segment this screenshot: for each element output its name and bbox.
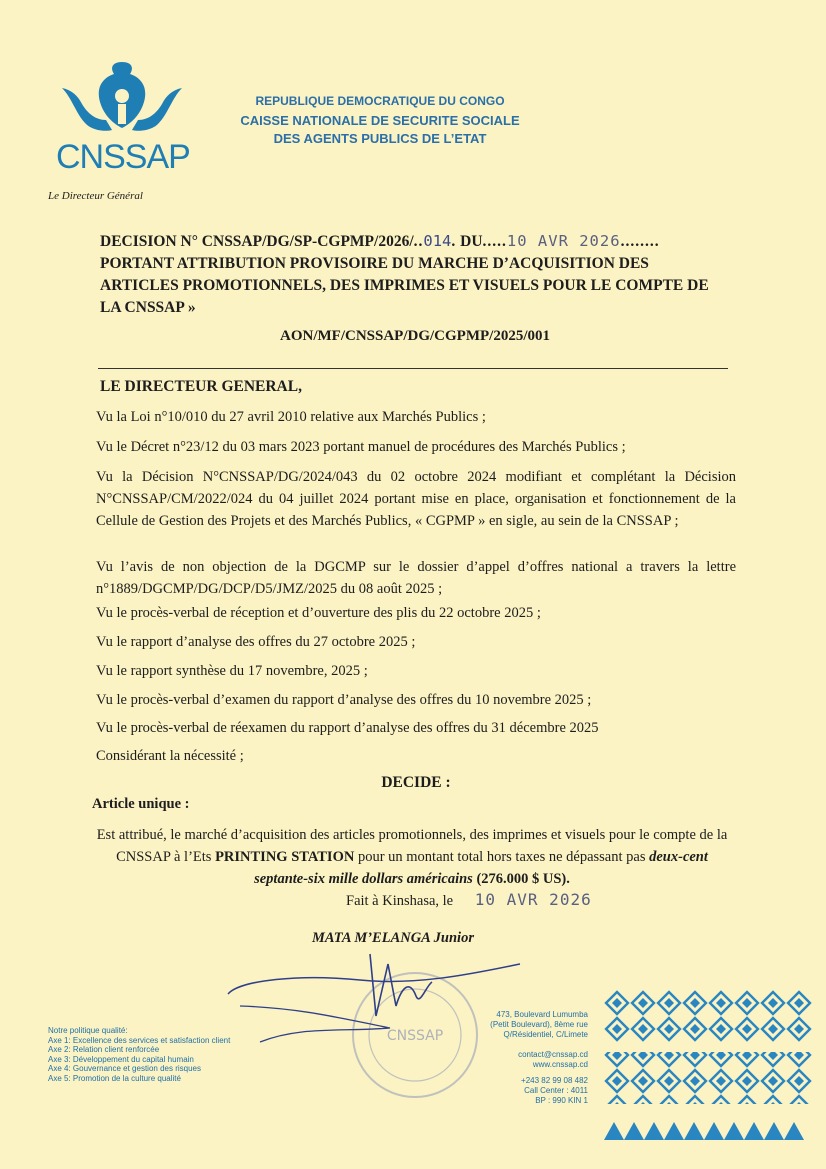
tender-reference: AON/MF/CNSSAP/DG/CGPMP/2025/001 bbox=[280, 328, 550, 344]
awarded-company: PRINTING STATION bbox=[215, 849, 355, 865]
address-line: (Petit Boulevard), 8ème rue bbox=[490, 1020, 588, 1029]
amount-figures: (276.000 $ US). bbox=[476, 871, 570, 887]
considerant-10: Considérant la nécessité ; bbox=[96, 748, 244, 764]
considerant-1: Vu la Loi n°10/010 du 27 avril 2010 relative aux Marchés Publics ; bbox=[96, 409, 486, 425]
director-heading: LE DIRECTEUR GENERAL, bbox=[100, 378, 302, 395]
signature-date-stamp: 10 AVR 2026 bbox=[474, 890, 592, 909]
considerant-3: Vu la Décision N°CNSSAP/DG/2024/043 du 02 octobre 2024 modifiant et complétant la Décision N°CNSSAP/CM/2022/024 du 04 juillet 2024 portant mise en place, organisation et fonctionnement de la Cellule de Gestion des Projets et des Marchés Publics, « CGPMP » en sigle, au sein de la CNSSAP ; bbox=[96, 469, 736, 529]
divider bbox=[98, 368, 728, 369]
header-institution: CAISSE NATIONALE DE SECURITE SOCIALE bbox=[240, 113, 520, 128]
considerant-2: Vu le Décret n°23/12 du 03 mars 2023 portant manuel de procédures des Marchés Publics ; bbox=[96, 439, 626, 455]
considerant-8: Vu le procès-verbal d’examen du rapport d’analyse des offres du 10 novembre 2025 ; bbox=[96, 692, 592, 708]
quality-policy bbox=[48, 1026, 230, 1083]
decision-du: DU bbox=[460, 233, 483, 250]
amount-words: deux-cent septante-six mille dollars américains bbox=[254, 849, 708, 887]
policy-axis: Axe 3: Développement du capital humain bbox=[48, 1054, 194, 1064]
decorative-pattern-icon bbox=[604, 990, 812, 1142]
decision-title: DECISION N° CNSSAP/DG/SP-CGPMP/2026/..014. DU.....10 AVR 2026........ PORTANT ATTRIBUTION PROVISOIRE DU MARCHE D’ACQUISITION DES ARTICLES PROMOTIONNELS, DES IMPRIMES ET VISUELS POUR LE COMPTE DE LA CNSSAP » bbox=[100, 232, 709, 316]
contact-website: www.cnssap.cd bbox=[532, 1060, 588, 1069]
decision-number: 014 bbox=[423, 232, 452, 250]
header-country: REPUBLIQUE DEMOCRATIQUE DU CONGO bbox=[255, 94, 505, 108]
considerant-5: Vu le procès-verbal de réception et d’ouverture des plis du 22 octobre 2025 ; bbox=[96, 605, 541, 621]
article-text-2: pour un montant total hors taxes ne dépassant pas bbox=[357, 849, 646, 865]
contact-email: contact@cnssap.cd bbox=[518, 1050, 588, 1059]
policy-axis: Axe 1: Excellence des services et satisfaction client bbox=[48, 1035, 231, 1045]
director-caption: Le Directeur Général bbox=[48, 190, 143, 202]
considerant-6: Vu le rapport d’analyse des offres du 27 octobre 2025 ; bbox=[96, 634, 416, 650]
contact-phone: +243 82 99 08 482 bbox=[521, 1076, 588, 1085]
policy-axis: Axe 5: Promotion de la culture qualité bbox=[48, 1073, 181, 1083]
decision-date-stamp: 10 AVR 2026 bbox=[506, 232, 621, 250]
seal-text: CNSSAP bbox=[386, 1028, 444, 1044]
article-heading: Article unique : bbox=[92, 796, 190, 812]
place-date bbox=[346, 890, 592, 910]
signer-name: MATA M’ELANGA Junior bbox=[312, 930, 474, 946]
policy-axis: Axe 2: Relation client renforcée bbox=[48, 1045, 160, 1054]
contact-po-box: BP : 990 KIN 1 bbox=[535, 1096, 588, 1105]
policy-axis: Axe 4: Gouvernance et gestion des risques bbox=[48, 1064, 201, 1073]
contact-call-center: Call Center : 4011 bbox=[524, 1086, 588, 1095]
considerant-7: Vu le rapport synthèse du 17 novembre, 2025 ; bbox=[96, 663, 368, 679]
header-institution-2: DES AGENTS PUBLICS DE L’ETAT bbox=[273, 131, 487, 146]
contact-block bbox=[448, 1010, 588, 1106]
decision-prefix: DECISION N° CNSSAP/DG/SP-CGPMP/2026/ bbox=[100, 233, 414, 250]
address-line: 473, Boulevard Lumumba bbox=[496, 1010, 588, 1019]
considerant-9: Vu le procès-verbal de réexamen du rapport d’analyse des offres du 31 décembre 2025 bbox=[96, 720, 599, 736]
article-text bbox=[92, 824, 732, 890]
policy-title: Notre politique qualité: bbox=[48, 1026, 128, 1035]
decision-subject: PORTANT ATTRIBUTION PROVISOIRE DU MARCHE D’ACQUISITION DES ARTICLES PROMOTIONNELS, DES IMPRIMES ET VISUELS POUR LE COMPTE DE LA CNSSAP » bbox=[100, 255, 709, 316]
logo-wordmark: CNSSAP bbox=[56, 138, 190, 176]
place-label: Fait à Kinshasa, le bbox=[346, 893, 454, 909]
considerant-4: Vu l’avis de non objection de la DGCMP sur le dossier d’appel d’offres national a travers la lettre n°1889/DGCMP/DG/DCP/D5/JMZ/2025 du 08 août 2025 ; bbox=[96, 559, 736, 597]
article-text-1: Est attribué, le marché d’acquisition des articles promotionnels, des imprimes et visuels pour le compte de la CNSSAP à l’Ets bbox=[96, 827, 728, 865]
address-line: Q/Résidentiel, C/Limete bbox=[503, 1030, 588, 1039]
decide-heading: DECIDE : bbox=[381, 774, 451, 791]
